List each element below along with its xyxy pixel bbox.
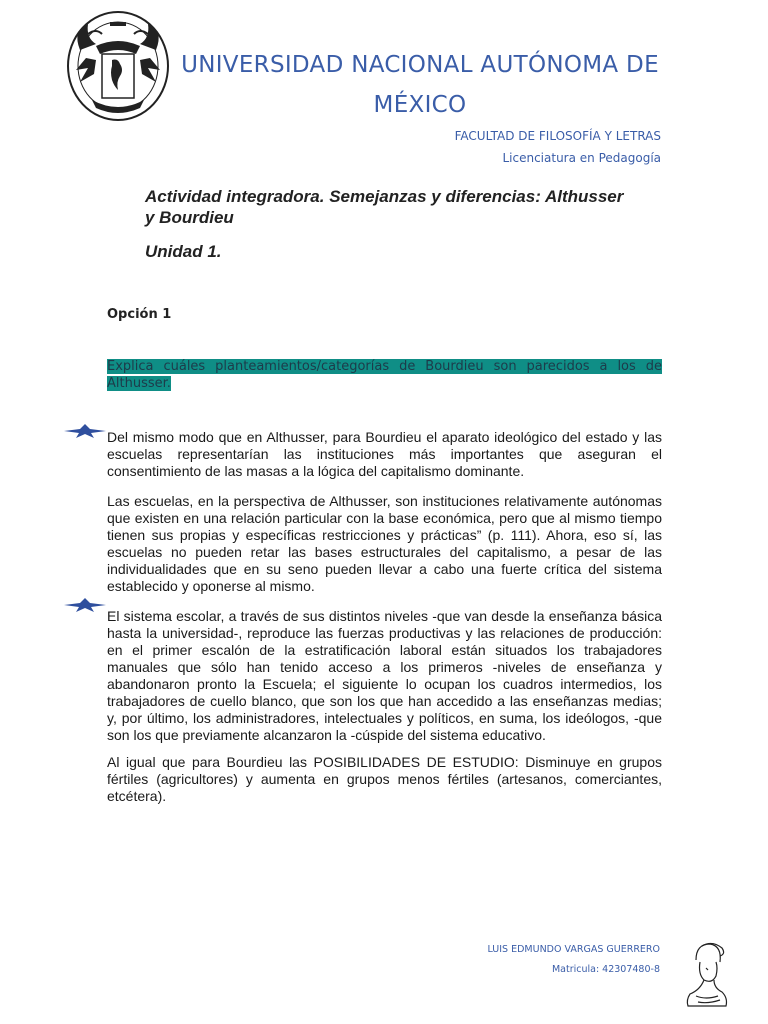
faculty-name: FACULTAD DE FILOSOFÍA Y LETRAS <box>454 129 661 143</box>
paragraph-3: El sistema escolar, a través de sus distintos niveles -que van desde la enseñanza básica hasta la universidad-, reproduce las fuerzas productivas y las relaciones de producción: en el primer escalón de la estratificación laboral están situados los trabajadores manuales que sólo han tenido acceso a los primeros -niveles de enseñanza y abandonaron pronto la Escuela; el siguiente lo ocupan los cuadros intermedios, los trabajadores de cuello blanco, que son los que han accedido a las enseñanzas medias; y, por último, los administradores, intelectuales y políticos, en suma, los ideólogos, -que son los que previamente alcanzaron la -cúspide del sistema educativo. <box>107 608 662 743</box>
unam-seal-icon <box>66 10 170 122</box>
paragraph-2: Las escuelas, en la perspectiva de Althusser, son instituciones relativamente autónomas que existen en una relación particular con la base económica, pero que al mismo tiempo tienen sus propias y específicas restricciones y prácticas” (p. 111). Ahora, eso sí, las escuelas no pueden retar las bases estructurales del capitalismo, a pesar de las individualidades que en su seno pueden llevar a cabo una fuerte crítica del sistema establecido y oponerse al mismo. <box>107 493 662 594</box>
star-bullet-icon <box>64 424 106 438</box>
author-name: LUIS EDMUNDO VARGAS GUERRERO <box>487 944 660 955</box>
question-text: Explica cuáles planteamientos/categorías de Bourdieu son parecidos a los de Althusser. <box>107 359 662 391</box>
activity-title: Actividad integradora. Semejanzas y diferencias: Althusser y Bourdieu <box>145 187 624 227</box>
star-bullet-icon <box>64 598 106 612</box>
student-id: Matricula: 42307480-8 <box>551 964 660 975</box>
unit-label: Unidad 1. <box>145 242 222 261</box>
program-name: Licenciatura en Pedagogía <box>502 151 661 165</box>
question-highlight <box>107 358 662 392</box>
paragraph-4: Al igual que para Bourdieu las POSIBILIDADES DE ESTUDIO: Disminuye en grupos fértiles (agricultores) y aumenta en grupos menos fértiles (artesanos, comerciantes, etcétera). <box>107 754 662 804</box>
option-label: Opción 1 <box>107 307 172 322</box>
university-name-line2: MÉXICO <box>373 92 467 118</box>
university-name-line1: UNIVERSIDAD NACIONAL AUTÓNOMA DE <box>181 52 659 78</box>
helmeted-bust-icon <box>682 940 730 1008</box>
paragraph-1: Del mismo modo que en Althusser, para Bourdieu el aparato ideológico del estado y las escuelas representarían las instituciones más importantes que aseguran el consentimiento de las masas a la lógica del capitalismo dominante. <box>107 429 662 479</box>
